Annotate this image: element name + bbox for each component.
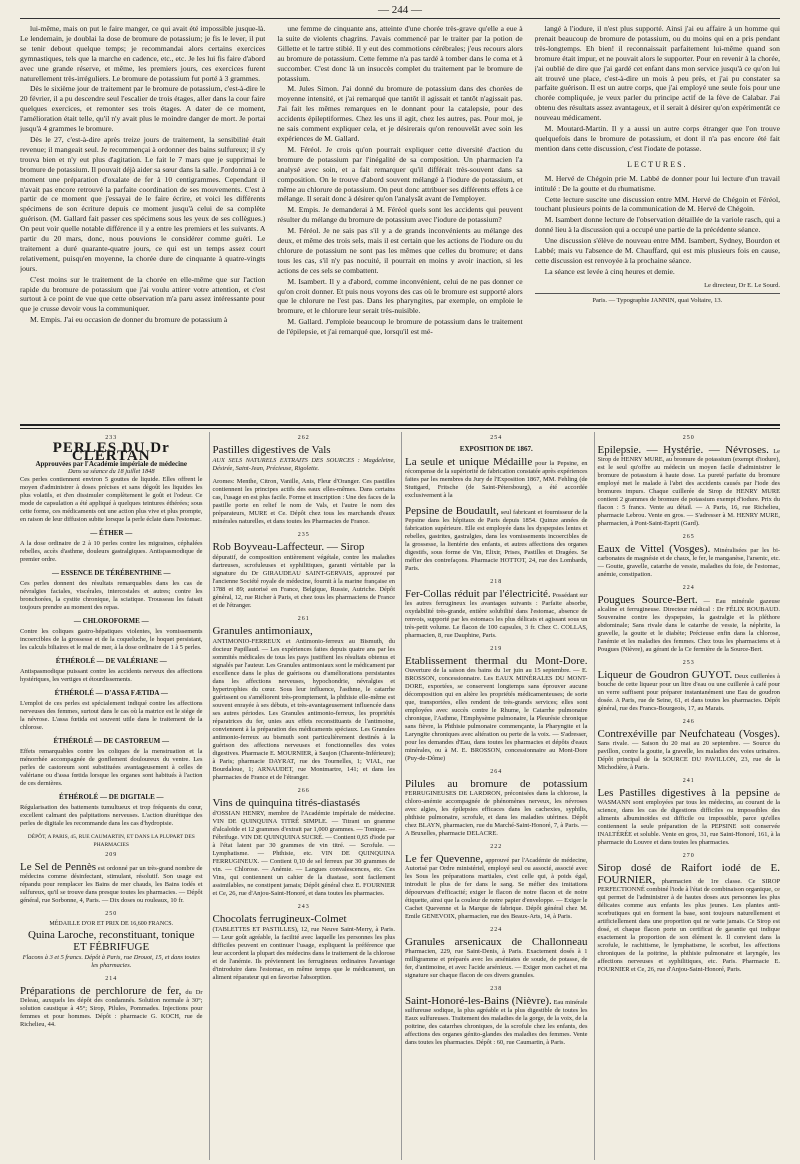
ad-number: 224 <box>682 585 695 591</box>
ad-text: Possédant sur les autres ferrugineux les avantages suivants : Parfaite absorbe, oxydabilité très-grande, entière solubilité dans l'estomac, absence de renvois, supporté par les estomacs les plus délicats et agissant sous un très-petit volume. Le flacon de 100 capsules, 3 fr. Chez C. COLLAS, pharmacien, 8, rue Dauphine, Paris. <box>405 592 588 639</box>
ad-saint-honore <box>405 995 588 1047</box>
ad-item-text: A la dose ordinaire de 2 à 10 perles contre les migraines, céphalées rebelles, accès d'asthme, douleurs gastralgiques. Antispasmodique de premier ordre. <box>20 540 203 563</box>
ad-title-clertan: PERLES DU Dr CLERTAN <box>52 440 170 464</box>
ad-pastilles-pepsine <box>598 787 781 847</box>
ad-item-text: Antispasmodique puissant contre les accidents nerveux des affections hystériques, les vertiges et étourdissements. <box>20 668 203 683</box>
ad-number: 246 <box>682 719 695 725</box>
article-paragraph: M. Féréol. Je crois qu'on pourrait expliquer cette diversité d'action du bromure de potassium par l'inégalité de sa composition. Un pharmacien l'a analysé avec soin, et a fait remarquer qu'il différait très-souvent dans sa composition. On le trouve d'abord souvent mélangé à l'iodure de potassium, et même au chlorure de potassium. On peut donc attribuer ses différents effets à ce mélange. Il serait donc à désirer qu'on l'analysât avant de l'employer. <box>277 144 523 204</box>
ad-perchlorure <box>20 985 203 1029</box>
ad-number: 270 <box>682 853 695 859</box>
ad-number: 254 <box>490 435 503 441</box>
article-paragraph: M. Féréol. Je ne sais pas s'il y a de grands inconvénients au mélange des deux, et même des trois sels, mais il est certain que les actions de l'iodure ou du chlorure de potassium ne sont pas les mêmes que celles du bromure; et dans tous les cas, s'il n'y pas nocuité, il pourrait en moins y avoir inaction, si les actions de ces sels se combattent. <box>277 226 523 275</box>
ad-subtitle: AUX SELS NATURELS EXTRAITS DES SOURCES : Magdeleine, Désirée, Saint-Jean, Précieuse, Rigolette. <box>212 457 395 472</box>
ad-title-chocolats: Chocolats ferrugineux-Colmet <box>212 913 347 925</box>
article-paragraph: La séance est levée à cinq heures et demie. <box>544 266 675 276</box>
article-paragraph: une femme de cinquante ans, atteinte d'une chorée très-grave qu'elle a eue à la suite de violents chagrins. J'avais commencé par le traiter par la potion de Gillette et le tartre stibié. Il y eut des commotions cérébrales; j'eus recours alors au bromure de potassium. Cette femme n'a pas tardé à tomber dans le coma et à succomber. C'est donc là un insuccès complet du traitement par le bromure de potassium. <box>277 24 523 83</box>
ad-epilepsie <box>598 444 781 528</box>
ad-sirop-raifort <box>598 862 781 974</box>
article-column-2 <box>277 24 522 420</box>
lectures-heading: LECTURES. <box>627 159 688 169</box>
ad-medaille <box>405 456 588 500</box>
ad-title-vals: Pastilles digestives de Vals <box>212 444 331 456</box>
ad-number: 250 <box>105 911 118 917</box>
ad-text: Deux cuillerées à bouche de cette liqueur pour un litre d'eau ou une cuillerée à café pour un verre suffisent pour préparer instantanément une Eau de goudron dosée. A Paris, rue de Seine, 61, et dans toutes les pharmacies. Dépôt général, rue des Francs-Bourgeois, 17, au Marais. <box>597 673 780 712</box>
ad-number: 253 <box>682 660 695 666</box>
ad-number: 250 <box>682 435 695 441</box>
ad-depot: DÉPÔT, A PARIS, 45, RUE CAUMARTIN, ET DANS LA PLUPART DES PHARMACIES <box>27 834 195 848</box>
ad-text: — Eau minérale gazeuse alcaline et ferrugineuse. Directeur médical : Dr FÉLIX ROUBAUD. Souveraine contre les dyspepsies, la gastralgie et la pléthore abdominale; Sans rivale dans le catarrhe de vessie, la néphrite, la gravelle, la goutte et le diabète; Précieuse enfin dans la chlorose, l'anémie et les maladies des femmes. Chez tous les pharmaciens et à Pougues (Nièvre), au gérant de la Ce fermière de la Source-Bert. <box>597 598 780 653</box>
ad-text: Sans rivale. — Saison du 20 mai au 20 septembre. — Source du pavillon, contre la goutte, la gravelle, les maladies des voies urinaires. Dépôt principal de la SOURCE DU PAVILLON, 23, rue de la Michodière, à Paris. <box>597 740 780 771</box>
ad-text: (TABLETTES ET PASTILLES), 12, rue Neuve Saint-Merry, à Paris. — Leur goût agréable, la facilité avec laquelle les personnes les plus difficiles peuvent en continuer l'usage, expliquent la préférence que leur accordent la plupart des médecins dans le traitement de la chlorose et de l'anémie. Ils préviennent les ferrugineux ordinaires l'avantage d'introduire dans l'estomac, en même temps que le médicament, un aliment réparateur qui en favorise l'absorption. <box>212 926 395 981</box>
ad-item-text: Ces perles donnent des résultats remarquables dans les cas de névralgies faciales, viscérales, intercostales et autres; contre les bronchorées, la cystite chronique, la sciatique. Trousseau les faisait toujours prendre au moment des repas. <box>20 580 203 611</box>
ad-title: Granules arsenicaux de Challonneau <box>405 936 588 948</box>
ad-fer-collas <box>405 588 588 640</box>
ad-pilules <box>405 778 588 838</box>
ad-text: de WASMANN sont employées par tous les médecins, au courant de la science, dans les cas de digestions difficiles ou impossibles des aliments albuminoïdes est difficile ou impossible, parce qu'elles contiennent la seule préparation de la PEPSINE soit conservée INALTÉRÉE et soluble. Vente en gros, 31, rue Saint-Honoré, 161, à la pharmacie du Louvre et dans toutes les pharmacies. <box>597 791 780 846</box>
ad-number: 219 <box>490 646 503 652</box>
top-rule <box>20 18 780 19</box>
printer-line: Paris. — Typographie JANNIN, quai Voltaire, 13. <box>535 293 780 306</box>
ad-medal: MÉDAILLE D'OR ET PRIX DE 16,600 FRANCS. <box>49 921 174 927</box>
ad-number: 222 <box>490 844 503 850</box>
ad-text: pour la Pepsine, en récompense de la supériorité de fabrication constatée après expériences faites par les membres du Jury de l'Exposition 1867, MM. Fehling (de Stuttgard, Fritsche (de Saint-Pétersbourg), a été accordée exclusivement à la <box>405 460 588 499</box>
ad-mont-dore <box>405 655 588 763</box>
ad-text: FERRUGINEUSES DE LARDRON, préconisées dans la chlorose, la chloro-anémie accompagnée de phénomènes nerveux, les névroses avec algies, les épilepsies efficaces dans les cachexies, syphilis, phthisie pulmonaire, scrofule, et dans les maladies utérines. Dépôt chez BLAYN, pharmacien, rue du Marché-Saint-Honoré, 7, à Paris. — A Bruxelles, pharmacie DELACRE. <box>405 790 588 837</box>
ad-item-heading: ÉTHÉROLÉ — D'ASSA FÆTIDA — <box>54 689 168 697</box>
ad-text: Flacons à 3 et 5 francs. Dépôt à Paris, rue Drouot, 15, et dans toutes les pharmacies. <box>22 954 200 969</box>
ad-title-vins: Vins de quinquina titrés-diastasés <box>212 797 361 809</box>
ad-number: 224 <box>490 927 503 933</box>
ad-text: Minéralisées par les bi-carbonates de magnésie et de chaux, le fer, le manganèse, l'arsenic, etc. — Goutte, gravelle, catarrhe de vessie, maladies du foie, de l'estomac, anémie, constipation. <box>597 547 780 578</box>
article-column-1 <box>20 24 265 420</box>
article-paragraph: M. Gallard. J'emploie beaucoup le bromure de potassium dans le traitement de l'épilepsie, et j'ai remarqué que, lorsqu'il est mé- <box>277 317 523 337</box>
ads-column-3 <box>401 432 588 1160</box>
ad-text: est ordonné par un très-grand nombre de médecins comme désinfectant, stimulant, résolutif. Son usage est répandu pour remplacer les Bains de mer chauds, les Bains iodés et sulfureux, qu'il se trouve dans presque toutes les pharmacies. — Dépôt général, rue Sorbonne, 4, Paris. — Dix doses ou rouleaux, 10 fr. <box>20 865 203 904</box>
ad-number: 238 <box>490 986 503 992</box>
ad-title-granules: Granules antimoniaux, <box>212 625 313 637</box>
article-paragraph: lui-même, mais on put le faire manger, ce qui avait été impossible jusque-là. Le lendemain, je doublai la dose de bromure de potassium; je fis le lever, il put se tenir debout quelque temps; je recommandai alors certains exercices gymnastiques, tels que la marche en cadence, etc., etc. Je les lui fis faire d'abord avec une grande réserve, et même, les premiers jours, ces exercices furent naturellement très-irréguliers. Le bromure de potassium fut porté à 3 grammes. <box>20 24 266 83</box>
ad-fer-quevenne <box>405 853 588 921</box>
article-column-3 <box>535 24 780 420</box>
article-paragraph: C'est moins sur le traitement de la chorée en elle-même que sur l'action rapide du bromure de potassium que j'ai voulu attirer votre attention, et c'est surtout à ce point de vue que cette observation m'a paru assez intéressante pour que je crusse devoir vous la communiquer. <box>20 274 266 314</box>
ad-title: Liqueur de Goudron GUYOT. <box>597 669 733 681</box>
ad-pepsine <box>405 505 588 573</box>
article-paragraph: M. Moutard-Martin. Il y a aussi un autre corps étranger que l'on trouve quelquefois dans le bromure de potassium, et dont il n'a pas encore été fait mention dans cette discussion, c'est l'iodate de potasse. <box>534 124 780 153</box>
ad-number: 209 <box>105 852 118 858</box>
ad-pougues <box>598 594 781 654</box>
article-paragraph: Dès le 27, c'est-à-dire après treize jours de traitement, la sensibilité était revenue; il mangeait seul. Je recommençai à ordonner des bains sulfureux; il s'y trouva bien et n'y eut plus d'agitation. Le fait le 7 mars que je supprimai le bromure de potassium. Il pouvait déjà aider sa sœur dans la salle. J'ordonnai à ce moment une préparation d'oxalate de fer à 10 centigrammes. Cependant il n'avait pas encore retrouvé la parfaite coordination de ses mouvements. C'est à partir de ce moment que j'essayai de le faire écrire, et voici les différents spécimens de son écriture depuis ce moment jusqu'à celui de sa complète guérison. (M. Gallard fait passer ces spécimens sous les yeux de ses collègues.) On peut voir quelle notable différence il y a entre les premiers et les suivants. A partir du 20 mars, donc, nous pouvions le considérer comme guéri. Le traitement a duré quarante-quatre jours, ce qui est un temps assez court relativement, puisqu'en moyenne, la chorée dure de cinquante à quatre-vingts jours. <box>20 134 266 273</box>
ad-title: Contrexéville par Neufchateau (Vosges). <box>597 728 780 740</box>
ad-title: Préparations de perchlorure de fer, <box>20 985 182 997</box>
article-paragraph: M. Empis. J'ai eu occasion de donner du bromure de potassium à <box>30 315 228 325</box>
ad-number: 243 <box>297 904 310 910</box>
ad-intro: Ces perles contiennent environ 5 gouttes de liquide. Elles offrent le moyen d'administrer à doses précises et sans dégoût les liquides les plus volatils, et d'en dissimuler complètement le goût et l'odeur. Ce mode de capsulation a été appliqué à quelques teintures éthérées; sous cette forme, ces médicaments ont une action plus vive et plus prompte, en raison de leur diffusion subite lorsque la perle éclate dans l'estomac. <box>20 476 203 523</box>
ad-title: La seule et unique Médaille <box>405 456 533 468</box>
ad-number: 261 <box>297 616 310 622</box>
ad-item-text: L'emploi de ces perles est spécialement indiqué contre les affections nerveuses des femmes, surtout dans le cas où la matrice est le siége de la névrose. L'assa fœtida est souvent utile dans le traitement de la chlorose. <box>20 700 203 731</box>
ad-title-quina: Quina Laroche, reconstituant, tonique ET FÉBRIFUGE <box>28 929 195 953</box>
ad-exposition-heading: EXPOSITION DE 1867. <box>459 445 533 453</box>
ad-text: d'OSSIAN HENRY, membre de l'Académie impériale de médecine. VIN DE QUINQUINA TITRÉ SIMPLE. — Titrant un gramme d'alcaloïde et 12 grammes d'extrait par 1,000 grammes. — Tonique. — Fébrifuge. VIN DE QUINQUINA SUCRÉ. — Contient 0,65 d'iode par à l'état latent par 30 grammes de vin titré. — Scrofule. — Lymphatisme. — Phthisie, etc. VIN DE QUINQUINA FERRUGINEUX. — Contient 0,10 de sel ferreux par 30 grammes de vin. — Chlorose. — Anémie. — Langues convalescences, etc. Ces Vins, qui contiennent un cahier de la diastase, sont facilement assimilables, ne constipent jamais; Dépôt général chez E. FOURNIER et Ce, 26, rue d'Anjou-Saint-Honoré, et dans toutes les pharmacies. <box>212 810 395 897</box>
ad-number: 235 <box>297 532 310 538</box>
ad-text: Ouverture de la saison des bains du 1er juin au 15 septembre. — E. BROSSON, concessionnaire. Les EAUX MINÉRALES DU MONT-DORE, exportées, se conservent longtemps sans éprouver aucune décomposition qui en altère les propriétés médicamenteuses; de sorte que, transportées, elles rendent de très-grands services; elles sont employées avec succès contre le Rhume, le Catarrhe pulmonaire chronique, l'Asthme, l'Emphysème pulmonaire, la Pleurésie chronique sans fièvre, la Phthisie pulmonaire commençante, la Pharyngite et la Laryngite chroniques avec altération ou perte de la voix. — S'adresser, pour les demandes d'Eau, dans toutes les pharmacies et dépôts d'eaux minérales, ou à M. E. BROSSON, concessionnaire au Mont-Dore (Puy-de-Dôme) <box>405 667 588 762</box>
ads-column-4 <box>594 432 781 1160</box>
ad-title: Saint-Honoré-les-Bains (Nièvre). <box>405 995 552 1007</box>
ad-text: Aromes: Menthe, Citron, Vanille, Anis, Fleur d'Oranger. Ces pastilles contiennent les principes actifs des eaux elles-mêmes. Dans certains cas, l'usage en est plus facile. Forme et inscription : Une des faces de la pastille porte en relief le nom de Vals, et l'autre le nom des préparateurs, MURE et Ce. Dépôt chez tous les marchands d'eaux minérales naturelles, et dans toutes les Pharmacies de France. <box>212 478 395 525</box>
ad-item-heading: — ÉTHER — <box>90 529 133 537</box>
ad-title: Les Pastilles digestives à la pepsine <box>597 787 770 799</box>
article-paragraph: M. Isambert donne lecture de l'observation détaillée de la variole rasch, qui a donné lieu à la discussion qui a occupé une partie de la précédente séance. <box>534 215 780 235</box>
ad-item-heading: ÉTHÉROLÉ — DE CASTOREUM — <box>53 737 169 745</box>
ad-title: Le fer Quevenne, <box>405 853 484 865</box>
ad-text: approuvé par l'Académie de médecine, Autorisé par Ordre ministériel, employé seul ou associé, associé avec les Sous les préparations martiales, c'est celle qui, à poids égal, introduit le plus de fer dans le sang. Se méfier des imitations dépourvues d'efficacité; exiger le flacon de notre flacon et de notre étiquette, ainsi que la couleur de notre papier d'enveloppe. — Exiger le Cachet Quevenne et la Marque de fabrique. Dépôt général chez M. Emile GENEVOIX, pharmacien, rue des Beaux-Arts, 14, à Paris. <box>405 857 588 920</box>
article-paragraph: M. Isambert. Il y a d'abord, comme inconvénient, celui de ne pas donner ce qu'on croit donner. Et puis nous voyons des cas où le bromure est supporté alors que le chlorure ne l'est pas. Dans les pharyngites, par exemple, on emploie le bromure, et le chlorure leur serait très-nuisible. <box>277 276 523 316</box>
ad-title: Etablissement thermal du Mont-Dore. <box>405 655 588 667</box>
ad-number: 265 <box>682 534 695 540</box>
ad-title: Pepsine de Boudault, <box>405 505 499 517</box>
ad-text: ANTIMONIO-FERREUX et Antimonio-ferreux au Bismuth, du docteur Papillaud. — Les expériences faites depuis quatre ans par les sommités médicales de tous les pays justifient les résultats obtenus et signalés par l'auteur. Les Granules antimoniaux sont le médicament par excellence dans le plus de guérisons ou d'améliorations persistantes dans les affections nerveuses, hypochondrie, névralgies et hypertrophies du cœur. Sous leur influence, l'asthme, le catarrhe guérissent ou s'améliorent très-promptement, la phthisie elle-même est souvent enrayée à ses débuts, et très-avantageusement influencée dans ses autres périodes. Les Granules antimonio-ferreux, les propriétés réparatrices du fer, unies aux effets reconstituants de l'antimoine, conviennent à la préparation des médicaments spéciaux. Les Granules antimonio-ferreux au bismuth sont particulièrement destinés à la guérison des affections nerveuses et fonctionnelles des voies digestives. Pharmacie E. MOURNIER, à Saujon (Charente-Inférieure); à Paris; pharmacie DAYRAT, rue des Tournelles, 1; VIAL, rue Bourdaloue, 1; ARNAUDET, rue Montmartre, 141; et dans les pharmacies de France et de l'étranger. <box>212 638 395 781</box>
ad-title: Eaux de Vittel (Vosges). <box>597 543 711 555</box>
article-paragraph: M. Jules Simon. J'ai donné du bromure de potassium dans des chorées de moyenne intensité, et j'ai remarqué que tantôt il agissait et tantôt n'agissait pas. J'ai fait les mêmes remarques en le donnant pour la catalepsie, pour des accidents épileptiformes. Chez les uns il agit, chez les autres, pas. Pour moi, je ne sais comment expliquer cela, et je désirerais qu'on renouvelât avec soin les expériences de M. Gallard. <box>277 84 523 143</box>
ad-title: Sirop dosé de Raifort iodé de E. FOURNIER, <box>597 862 780 886</box>
ad-goudron <box>598 669 781 713</box>
ad-number: 241 <box>682 778 695 784</box>
ad-number: 218 <box>490 579 503 585</box>
article-paragraph: M. Empis. Je demanderai à M. Féréol quels sont les accidents qui peuvent résulter du mélange du bromure de potassium avec l'iodure de potassium? <box>277 205 523 225</box>
ad-title: Pougues Source-Bert. <box>597 594 698 606</box>
page-number: — 244 — <box>378 4 422 16</box>
article-paragraph: M. Hervé de Chégoin prie M. Labbé de donner pour lui lecture d'un travail intitulé : De la goutte et du rhumatisme. <box>534 173 780 193</box>
ad-number: 233 <box>105 435 118 441</box>
ad-item-heading: — ESSENCE DE TÉRÉBENTHINE — <box>51 569 171 577</box>
ad-text: Eau minérale sulfureuse sodique, la plus agréable et la plus digestible de toutes les Eaux sulfureuses. Traitement des maladies de la gorge, de la voix, de la poitrine, des catarrhes chroniques, de la scrofule chez les enfants, des affections des organes génito-glandes des maladies des femmes. Vente dans toutes les pharmacies. Dépôt : 60, rue Caumartin, à Paris. <box>405 999 588 1046</box>
ad-item-text: Régularisation des battements tumultueux et trop fréquents du cœur, excellent calmant des palpitations nerveuses. L'action diurétique des perles de digitale les recommande dans les cas d'hydropisie. <box>20 804 203 827</box>
ad-item-heading: ÉTHÉROLÉ — DE DIGITALE — <box>58 793 164 801</box>
ad-sel-de-pennes <box>20 861 203 905</box>
ad-contrexeville <box>598 728 781 772</box>
ad-item-text: Effets remarquables contre les coliques de la menstruation et la ménorrhée accompagnée de gonflement douloureux du ventre. Les perles de castoreum sont substituées avantageusement à celles de valériane ou d'assa fœtida lorsque les organes sont habitués à l'action de ces dernières. <box>20 748 203 787</box>
ad-title: Le Sel de Pennès <box>20 861 96 873</box>
ad-granules-arsenicaux <box>405 936 588 980</box>
ad-text: du Dr Deleau, auxquels les dépôt des condamnés. Solution normale à 30°; solution caustique à 45°; Sirop, Pilules, Pommades. Injections pour femmes et pour hommes. Dépôt : pharmacie G. KOCH, rue de Richelieu, 44. <box>20 989 203 1028</box>
ad-subtitle: Approuvées par l'Académie impériale de médecine <box>35 460 188 468</box>
ads-column-2 <box>209 432 396 1160</box>
ad-title: Epilepsie. — Hystérie. — Névroses. <box>597 444 769 456</box>
ad-number: 262 <box>297 435 310 441</box>
advertisements <box>20 432 780 1160</box>
ad-number: 266 <box>297 788 310 794</box>
ad-number: 264 <box>490 769 503 775</box>
article-paragraph: Une discussion s'élève de nouveau entre MM. Isambert, Sydney, Bourdon et Labbé; mais vu l'absence de M. Chauffard, qui est mis plusieurs fois en cause, cette discussion est renvoyée à la prochaine séance. <box>534 236 780 265</box>
ad-number: 214 <box>105 976 118 982</box>
ad-title: Pilules au bromure de potassium <box>405 778 588 790</box>
ad-title: Fer-Collas réduit par l'électricité. <box>405 588 551 600</box>
article-paragraph: Dès le sixième jour de traitement par le bromure de potassium, c'est-à-dire le 20 février, il a pu descendre seul l'escalier de trois étages, aller dans la cour faire quelques exercices, et remonter ses trois étages. A dater de ce moment, l'amélioration était telle, qu'il n'y avait plus le moindre danger de mort. Je portai jusqu'à 4 grammes le bromure. <box>20 84 266 134</box>
article-columns <box>20 24 780 420</box>
ad-vittel <box>598 543 781 579</box>
director-line: Le directeur, Dr E. Le Sourd. <box>704 281 780 289</box>
ad-title-rob: Rob Boyveau-Laffecteur. — Sirop <box>212 541 365 553</box>
section-separator <box>20 424 780 429</box>
ad-text: dépuratif, de composition entièrement végétale, contre les maladies dartreuses, scrofuleuses et syphilitiques, garanti véritable par la signature du Dr GIRAUDEAU SAINT-GERVAIS, approuvé par l'ancienne Société royale de médecine, fournit à la marine française en 1788 et 89; autorisé en France, Belgique, Russie, Autriche. Dépôt général, 12, rue Richer à Paris, et chez tous les pharmaciens de France et de l'étranger. <box>212 554 395 609</box>
ad-item-heading: — CHLOROFORME — <box>73 617 149 625</box>
article-paragraph: Cette lecture suscite une discussion entre MM. Hervé de Chégoin et Féréol, touchant plusieurs points de la communication de M. Hervé de Chégoin. <box>534 194 780 214</box>
ad-text: Pharmacien, 229, rue Saint-Denis, à Paris. Exactement dosés à 1 milligramme et préparés avec les arséniates de soude, de potasse, de fer, d'antimoine, et avec l'acide arsénieux. — Exiger mon cachet et ma signature sur chaque flacon de ces divers granules. <box>405 948 588 979</box>
ad-date: Dans sa séance du 18 juillet 1848 <box>67 468 155 475</box>
ad-item-text: Contre les coliques gastro-hépatiques violentes, les vomissements incoercibles de la grossesse et de la coqueluche, le hoquet persistant, les calculs biliaires et le mal de mer, à la dose ordinaire de 1 à 5 perles. <box>20 628 203 651</box>
ad-text: seul fabricant et fournisseur de la Pepsine dans les hôpitaux de Paris depuis 1854. Quinze années de fabrication supérieure. Elle est employée dans les dyspepsies lentes et rebelles, gastrites, gastralgies, dans les vomissements incoercibles de la grossesse, la lientérie des enfants, et autres affections des organes digestifs, sous forme de Vin, Elixir, Prises, Pastilles et Dragées. Se méfier des contrefaçons. Pharmacie HOTTOT, 24, rue des Lombards, Paris. <box>405 509 588 572</box>
ad-item-heading: ÉTHÉROLÉ — DE VALÉRIANE — <box>55 657 167 665</box>
ad-text: Le Sirop de HENRY MURE, au bromure de potassium (exempt d'iodure), est le seul qu'offre au médecin un moyen facile d'administrer le bromure de potassium à haute dose. La pureté parfaite du bromure employé met le malade à l'abri des accidents causés par l'iode des bromures impurs. Chaque cuillerée de Sirop de HENRY MURE contient 2 grammes de bromure de potassium exempt d'iodure. Prix du flacon : 5 francs. Vente au détail. — A Paris, 16, rue Richelieu, pharmacie Lebrou. Vente en gros. — S'adresser à M. HENRY MURE, pharmacien, à Pont-Saint-Esprit (Gard). <box>597 448 780 527</box>
article-paragraph: langé à l'iodure, il n'est plus supporté. Ainsi j'ai eu affaire à un homme qui prenait beaucoup de bromure de potassium, ou du moins qui en a pris pendant très-longtemps. Eh bien! il reconnaissait parfaitement lui-même quand son bromure était impur, et ne pouvait alors le supporter. Pour en revenir à la chorée, j'ai oublié de dire que j'ai gardé cet enfant dans mon service jusqu'à ce qu'on lui ait trouvé une place, c'est-à-dire un mois à peu près, et j'ai pu constater sa parfaite guérison. Il est un autre corps, que j'ai employé une seule fois pour une chorée compliquée, je veux parler du principe actif de la fève de Calabar. J'ai obtenu des résultats assez avantageux, et il serait à désirer qu'on expérimentât ce nouveau médicament. <box>534 24 780 123</box>
ads-column-1 <box>20 432 203 1160</box>
ad-text: pharmacien de 1re classe. Ce SIROP PERFECTIONNÉ combiné l'iode à l'état de combinaison organique, ce qui permet de l'administrer à de hautes doses aux personnes les plus délicates comme aux enfants les plus jeunes. Les plantes anti-scorbutiques qui en forment la base, sont toujours naturellement et artificiellement dans une proportion qui ne varie jamais. Ce Sirop est dosé, et chaque flacon porte un certificat de garantie qui indique exactement la proportion de son élément le. Il convient dans la scrofule, le rachitisme, le lymphatisme, le scorbut, les affections chroniques de la poitrine, la phthisie pulmonaire et laryngée, les affections nerveuses et syphilitiques, etc. Paris. Pharmacie E. FOURNIER et Ce, 26, rue d'Anjou-Saint-Honoré, Paris. <box>597 878 780 973</box>
